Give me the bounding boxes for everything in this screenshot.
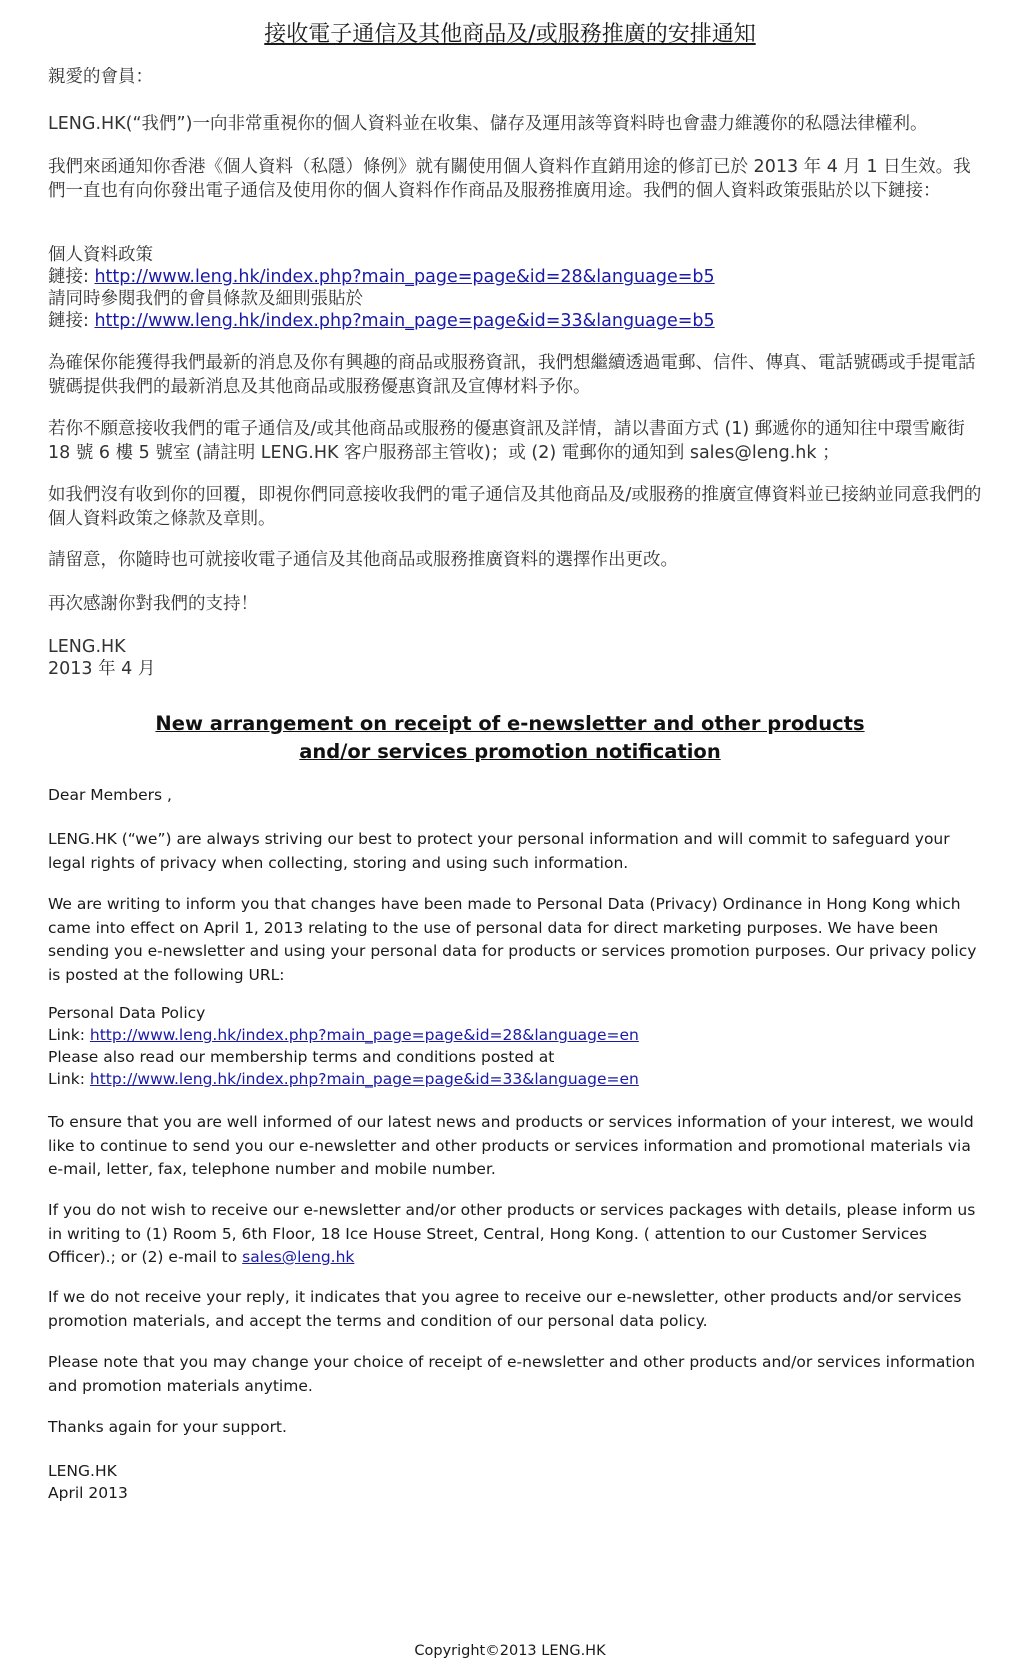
- policy-link-row-zh: [48, 266, 983, 290]
- policy-link-row-en: [48, 1024, 983, 1048]
- no-reply-zh: 如我們沒有收到你的回覆，即視你們同意接收我們的電子通信及其他商品及/或服務的推廣宣傳資料並已接納並同意我們的個人資料政策之條款及章則。: [48, 485, 982, 529]
- terms-link-en[interactable]: http://www.leng.hk/index.php?main_page=page&id=33&language=en: [89, 1070, 639, 1088]
- signature-zh: LENG.HK: [48, 637, 126, 657]
- intro-en: LENG.HK (“we”) are always striving our best to protect your personal information and will commit to safeguard your legal rights of privacy when collecting, storing and using such information.: [48, 830, 950, 872]
- intro-zh: LENG.HK(“我們”)一向非常重視你的個人資料並在收集、儲存及運用該等資料時也會盡力維護你的私隱法律權利。: [48, 114, 928, 134]
- greeting-en: Dear Members ,: [48, 786, 172, 804]
- date-zh: 2013 年 4 月: [48, 659, 156, 679]
- terms-link-row-en: [48, 1068, 983, 1092]
- link-prefix-zh: 鏈接:: [48, 267, 95, 287]
- thanks-en: Thanks again for your support.: [48, 1418, 287, 1436]
- optout-text-en: If you do not wish to receive our e-newsletter and/or other products or services packages with details, please inform us in writing to (1) Room 5, 6th Floor, 18 Ice House Street, Central, Hong Kong. ( attention to our Customer Services Officer).; or (2) e-mail to: [48, 1201, 976, 1266]
- copyright-footer: Copyright©2013 LENG.HK: [414, 1643, 606, 1659]
- page-title-en-line1: New arrangement on receipt of e-newsletter and other products: [155, 712, 865, 735]
- thanks-zh: 再次感謝你對我們的支持！: [48, 594, 258, 614]
- page-title-zh: 接收電子通信及其他商品及/或服務推廣的安排通知: [264, 22, 756, 47]
- link-prefix-zh: 鏈接:: [48, 311, 95, 331]
- policy-link-zh[interactable]: http://www.leng.hk/index.php?main_page=page&id=28&language=b5: [94, 267, 715, 287]
- optout-en: [48, 1199, 983, 1270]
- notice-en: We are writing to inform you that changes have been made to Personal Data (Privacy) Ordinance in Hong Kong which came into effect on April 1, 2013 relating to the use of personal data for direct marketing purposes. We have been sending you e-newsletter and using your personal data for products or services promotion purposes. Our privacy policy is posted at the following URL:: [48, 895, 977, 984]
- signature-en: LENG.HK: [48, 1462, 117, 1480]
- ensure-zh: 為確保你能獲得我們最新的消息及你有興趣的商品或服務資訊，我們想繼續透過電郵、信件、傳真、電話號碼或手提電話號碼提供我們的最新消息及其他商品或服務優惠資訊及宣傳材料予你。: [48, 353, 976, 397]
- policy-link-en[interactable]: http://www.leng.hk/index.php?main_page=page&id=28&language=en: [89, 1026, 639, 1044]
- email-link-en[interactable]: sales@leng.hk: [242, 1248, 355, 1266]
- policy-label-zh: 個人資料政策: [48, 245, 153, 265]
- greeting-zh: 親愛的會員：: [48, 67, 153, 87]
- terms-link-zh[interactable]: http://www.leng.hk/index.php?main_page=page&id=33&language=b5: [94, 311, 715, 331]
- terms-label-zh: 請同時參閱我們的會員條款及細則張貼於: [48, 289, 363, 309]
- optout-zh: 若你不願意接收我們的電子通信及/或其他商品或服務的優惠資訊及詳情，請以書面方式 (1) 郵遞你的通知往中環雪廠街 18 號 6 樓 5 號室 (請註明 LENG.HK 客户服務部主管收)；或 (2) 電郵你的通知到 sales@leng.hk ；: [48, 419, 965, 463]
- terms-link-row-zh: [48, 310, 983, 334]
- page-title-en-line2: and/or services promotion notification: [299, 740, 721, 763]
- link-prefix-en: Link:: [48, 1070, 90, 1088]
- no-reply-en: If we do not receive your reply, it indicates that you agree to receive our e-newsletter, other products and/or services promotion materials, and accept the terms and condition of our personal data policy.: [48, 1288, 962, 1330]
- notice-zh: 我們來函通知你香港《個人資料（私隱）條例》就有關使用個人資料作直銷用途的修訂已於 2013 年 4 月 1 日生效。我們一直也有向你發出電子通信及使用你的個人資料作作商品及服務推廣用途。我們的個人資料政策張貼於以下鏈接：: [48, 157, 971, 201]
- date-en: April 2013: [48, 1484, 128, 1502]
- policy-label-en: Personal Data Policy: [48, 1004, 206, 1022]
- change-zh: 請留意，你隨時也可就接收電子通信及其他商品或服務推廣資料的選擇作出更改。: [48, 550, 678, 570]
- ensure-en: To ensure that you are well informed of our latest news and products or services information of your interest, we would like to continue to send you our e-newsletter and other products or services information and promotional materials via e-mail, letter, fax, telephone number and mobile number.: [48, 1113, 974, 1178]
- link-prefix-en: Link:: [48, 1026, 90, 1044]
- change-en: Please note that you may change your choice of receipt of e-newsletter and other products and/or services information and promotion materials anytime.: [48, 1353, 976, 1395]
- terms-label-en: Please also read our membership terms and conditions posted at: [48, 1048, 555, 1066]
